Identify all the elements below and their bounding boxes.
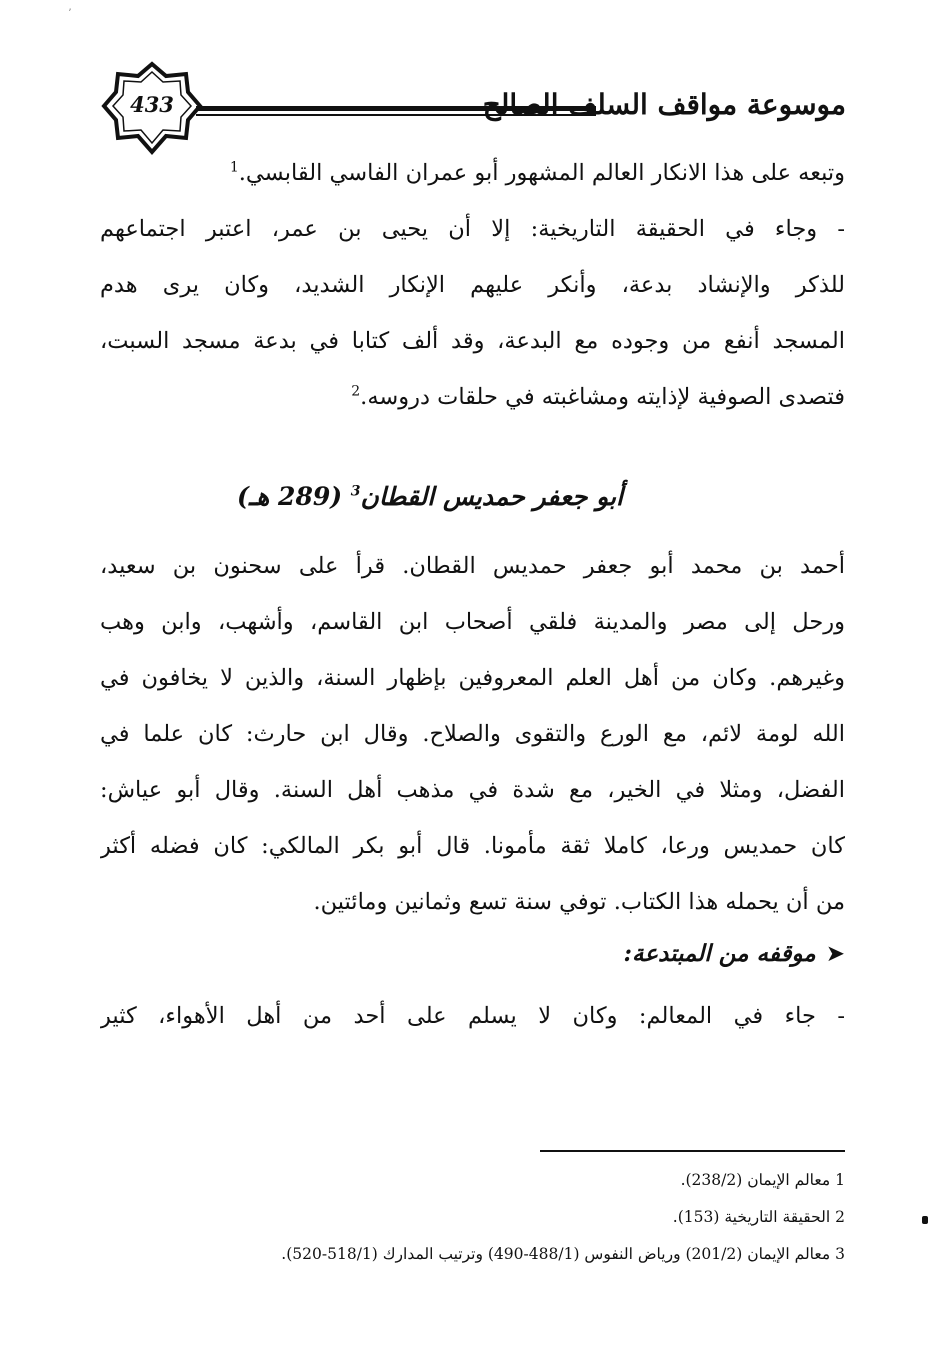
- text-line: الله لومة لائم، مع الورع والتقوى والصلاح. وقال ابن حارث: كان علما في: [100, 721, 845, 747]
- footnote-divider: [540, 1150, 845, 1152]
- footnote-ref: 2: [351, 383, 361, 400]
- footnote-3: 3 معالم الإيمان (201/2) ورياض النفوس (488/1-490) وترتيب المدارك (518/1-520).: [281, 1245, 845, 1263]
- text-line: وتبعه على هذا الانكار العالم المشهور أبو عمران الفاسي القابسي.$^1$: [229, 159, 845, 186]
- page-number: 433: [130, 92, 174, 117]
- footnote-1: 1 معالم الإيمان (238/2).: [680, 1171, 845, 1189]
- heading-year: (289 هـ): [237, 482, 343, 511]
- footnote-ref: 1: [229, 159, 239, 176]
- text-line: من أن يحمله هذا الكتاب. توفي سنة تسع وثمانين ومائتين.: [313, 889, 845, 915]
- text-line: للذكر والإنشاد بدعة، وأنكر عليهم الإنكار الشديد، وكان يرى هدم: [100, 272, 845, 298]
- series-title: موسوعة مواقف السلف الصالح: [482, 88, 846, 121]
- biography-paragraph: [100, 538, 845, 930]
- text-line: وغيرهم. وكان من أهل العلم المعروفين بإظهار السنة، والذين لا يخافون في: [100, 665, 845, 691]
- heading-name: أبو جعفر حمديس القطان: [360, 482, 623, 511]
- text-line: أحمد بن محمد أبو جعفر حمديس القطان. قرأ على سحنون بن سعيد،: [100, 553, 845, 579]
- text-line: كان حمديس ورعا، كاملا ثقة مأمونا. قال أبو بكر المالكي: كان فضله أكثر: [100, 833, 845, 859]
- footnote-ref: 3: [350, 483, 361, 500]
- footnotes: [200, 1162, 845, 1273]
- footnote-2: 2 الحقيقة التاريخية (153).: [672, 1208, 845, 1226]
- paragraph-2: [100, 201, 845, 425]
- text-line: المسجد أنفع من وجوده مع البدعة، وقد ألف كتابا في بدعة مسجد السبت،: [100, 328, 845, 354]
- paragraph-3: [100, 988, 845, 1044]
- scan-mark: ʼ: [68, 8, 72, 19]
- paragraph-1: [100, 145, 845, 201]
- text-line: فتصدى الصوفية لإذايته ومشاغبته في حلقات دروسه.$^2$: [351, 383, 845, 410]
- subheading-label: موقفه من المبتدعة:: [623, 940, 816, 967]
- text-line: - وجاء في الحقيقة التاريخية: إلا أن يحيى بن عمر، اعتبر اجتماعهم: [100, 216, 845, 242]
- section-heading: [200, 482, 660, 511]
- arrow-icon: ➤: [825, 941, 845, 967]
- text-line: - جاء في المعالم: وكان لا يسلم على أحد من أهل الأهواء، كثير: [100, 1003, 845, 1029]
- text-line: الفضل، ومثلا في الخير، مع شدة في مذهب أهل السنة. وقال أبو عياش:: [100, 777, 845, 803]
- text-line: ورحل إلى مصر والمدينة فلقي أصحاب ابن القاسم، وأشهب، وابن وهب: [100, 609, 845, 635]
- scan-speck: [922, 1216, 928, 1224]
- subheading: [540, 940, 845, 967]
